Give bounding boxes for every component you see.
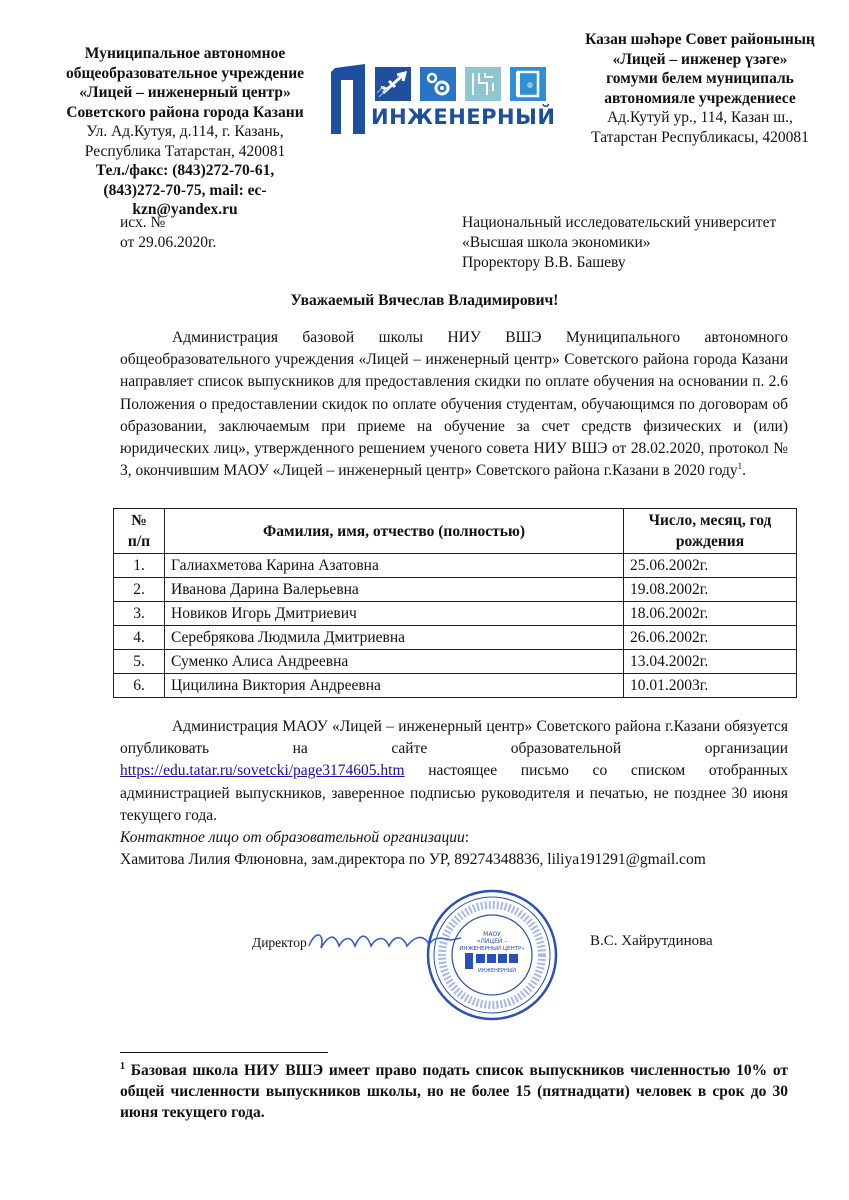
- student-name: Суменко Алиса Андреевна: [165, 650, 624, 674]
- column-header-name: Фамилия, имя, отчество (полностью): [165, 509, 624, 554]
- stamp-text: ИНЖЕНЕРНЫЙ ЦЕНТР»: [459, 946, 525, 952]
- student-name: Серебрякова Людмила Дмитриевна: [165, 626, 624, 650]
- addressee-line: Проректору В.В. Башеву: [462, 254, 626, 271]
- paragraph-text: настоящее письмо со списком отобранных администрацией выпускников, заверенное подписью руководителя и печатью, не позднее 30 июня текущего года.: [120, 762, 789, 824]
- blueprint-tile-icon: [510, 67, 546, 101]
- row-number: 6.: [114, 674, 165, 698]
- sender-org-line-tatar: «Лицей – инженер үзәге»: [612, 50, 788, 68]
- sender-address-line-tatar: Татарстан Республикасы, 420081: [591, 128, 809, 146]
- outgoing-reference: [120, 213, 216, 253]
- header-text: п/п: [127, 533, 151, 550]
- birth-date: 26.06.2002г.: [624, 626, 797, 650]
- column-header-birthdate: [624, 509, 797, 554]
- student-name: Галиахметова Карина Азатовна: [165, 554, 624, 578]
- table-row: [114, 650, 797, 674]
- sender-header-tatar: [555, 30, 845, 147]
- outgoing-number: исх. №: [120, 214, 166, 231]
- publication-link[interactable]: https://edu.tatar.ru/sovetcki/page3174605.htm: [120, 762, 405, 780]
- birth-date: 13.04.2002г.: [624, 650, 797, 674]
- sender-address-line: Республика Татарстан, 420081: [84, 142, 286, 160]
- addressee-block: [462, 213, 776, 273]
- birth-date: 10.01.2003г.: [624, 674, 797, 698]
- signatory-title: Директор: [252, 935, 307, 950]
- stamp-text: МАОУ: [483, 931, 501, 938]
- sender-org-line: Муниципальное автономное: [84, 45, 286, 62]
- paragraph-text: Администрация базовой школы НИУ ВШЭ Муниципального автономного общеобразовательного учреждения «Лицей – инженерный центр» Советского района города Казани направляет список выпускников для предоставления скидки по оплате обучения на основании п. 2.6 Положения о предоставлении скидок по оплате обучения студентам, обучающимся по договорам об образовании, заключаемым при приеме на обучение за счет средств физических и (или) юридических лиц», утвержденного решением ученого совета НИУ ВШЭ от 28.02.2020, протокол № 3, окончившим МАОУ «Лицей – инженерный центр» Советского района г.Казани в 2020 году: [120, 329, 788, 480]
- airplane-tile-icon: [375, 67, 411, 101]
- paragraph-end: .: [742, 462, 747, 480]
- circuit-tile-icon: [465, 67, 501, 101]
- footnote: [120, 1060, 788, 1123]
- header-text: рождения: [675, 533, 745, 550]
- row-number: 1.: [114, 554, 165, 578]
- sender-org-line-tatar: Казан шәһәре Совет районының: [585, 31, 815, 48]
- contact-details: Хамитова Лилия Флюновна, зам.директора по УР, 89274348836, liliya191291@gmail.com: [120, 851, 706, 869]
- gears-tile-icon: [420, 67, 456, 101]
- salutation: Уважаемый Вячеслав Владимирович!: [290, 292, 559, 309]
- contact-label-colon: :: [464, 829, 470, 847]
- letter-date: от 29.06.2020г.: [120, 234, 217, 251]
- footnote-marker: 1: [120, 1060, 125, 1072]
- birth-date: 19.08.2002г.: [624, 578, 797, 602]
- sender-contact-line: Тел./факс: (843)272-70-61,: [95, 162, 275, 179]
- student-name: Иванова Дарина Валерьевна: [165, 578, 624, 602]
- table-row: [114, 554, 797, 578]
- logo-wordmark: ИНЖЕНЕРНЫЙ: [371, 105, 556, 129]
- birth-date: 18.06.2002г.: [624, 602, 797, 626]
- stamp-text: ИНЖЕНЕРНЫЙ: [478, 968, 516, 974]
- footnote-separator: [120, 1052, 328, 1053]
- birth-date: 25.06.2002г.: [624, 554, 797, 578]
- sender-contact-line: kzn@yandex.ru: [132, 201, 238, 218]
- addressee-line: Национальный исследовательский университет: [462, 214, 777, 231]
- table-row: [114, 674, 797, 698]
- footnote-text: Базовая школа НИУ ВШЭ имеет право подать список выпускников численностью 10% от общей численности выпускников школы, но не более 15 (пятнадцати) человек в срок до 30 июня текущего года.: [120, 1062, 789, 1121]
- row-number: 2.: [114, 578, 165, 602]
- table-row: [114, 602, 797, 626]
- table-header-row: [114, 509, 797, 554]
- student-name: Цицилина Виктория Андреевна: [165, 674, 624, 698]
- stamp-text: «ЛИЦЕЙ –: [476, 938, 508, 945]
- row-number: 4.: [114, 626, 165, 650]
- official-stamp: [425, 888, 559, 1022]
- logo-numeral-icon: [331, 64, 367, 134]
- sender-org-line: Советского района города Казани: [66, 103, 304, 121]
- sender-contact-line: (843)272-70-75, mail: ec-: [103, 181, 267, 199]
- sender-org-line: «Лицей – инженерный центр»: [79, 84, 291, 101]
- header-text: №: [131, 512, 147, 529]
- sender-org-line-tatar: автономияле учреждениесе: [604, 89, 796, 107]
- school-logo: [331, 64, 556, 136]
- sender-address-line-tatar: Ад.Кутуй ур., 114, Казан ш.,: [607, 109, 793, 126]
- sender-org-line: общеобразовательное учреждение: [65, 64, 305, 82]
- table-row: [114, 626, 797, 650]
- table-row: [114, 578, 797, 602]
- footnote-reference[interactable]: 1: [737, 461, 743, 472]
- signatory-name: В.С. Хайрутдинова: [590, 933, 713, 949]
- addressee-line: «Высшая школа экономики»: [462, 234, 651, 251]
- sender-org-line-tatar: гомуми белем муниципаль: [606, 70, 794, 87]
- column-header-number: [114, 509, 165, 554]
- sender-header: [40, 44, 330, 220]
- row-number: 5.: [114, 650, 165, 674]
- student-name: Новиков Игорь Дмитриевич: [165, 602, 624, 626]
- body-paragraph-1: [120, 327, 788, 482]
- row-number: 3.: [114, 602, 165, 626]
- header-text: Число, месяц, год: [648, 512, 772, 529]
- body-paragraph-2: [120, 716, 788, 871]
- sender-address-line: Ул. Ад.Кутуя, д.114, г. Казань,: [86, 123, 284, 140]
- paragraph-text: Администрация МАОУ «Лицей – инженерный центр» Советского района г.Казани обязуется опубликовать на сайте образовательной организации: [120, 718, 788, 758]
- graduates-table: [113, 508, 797, 698]
- contact-label: Контактное лицо от образовательной организации: [120, 829, 465, 847]
